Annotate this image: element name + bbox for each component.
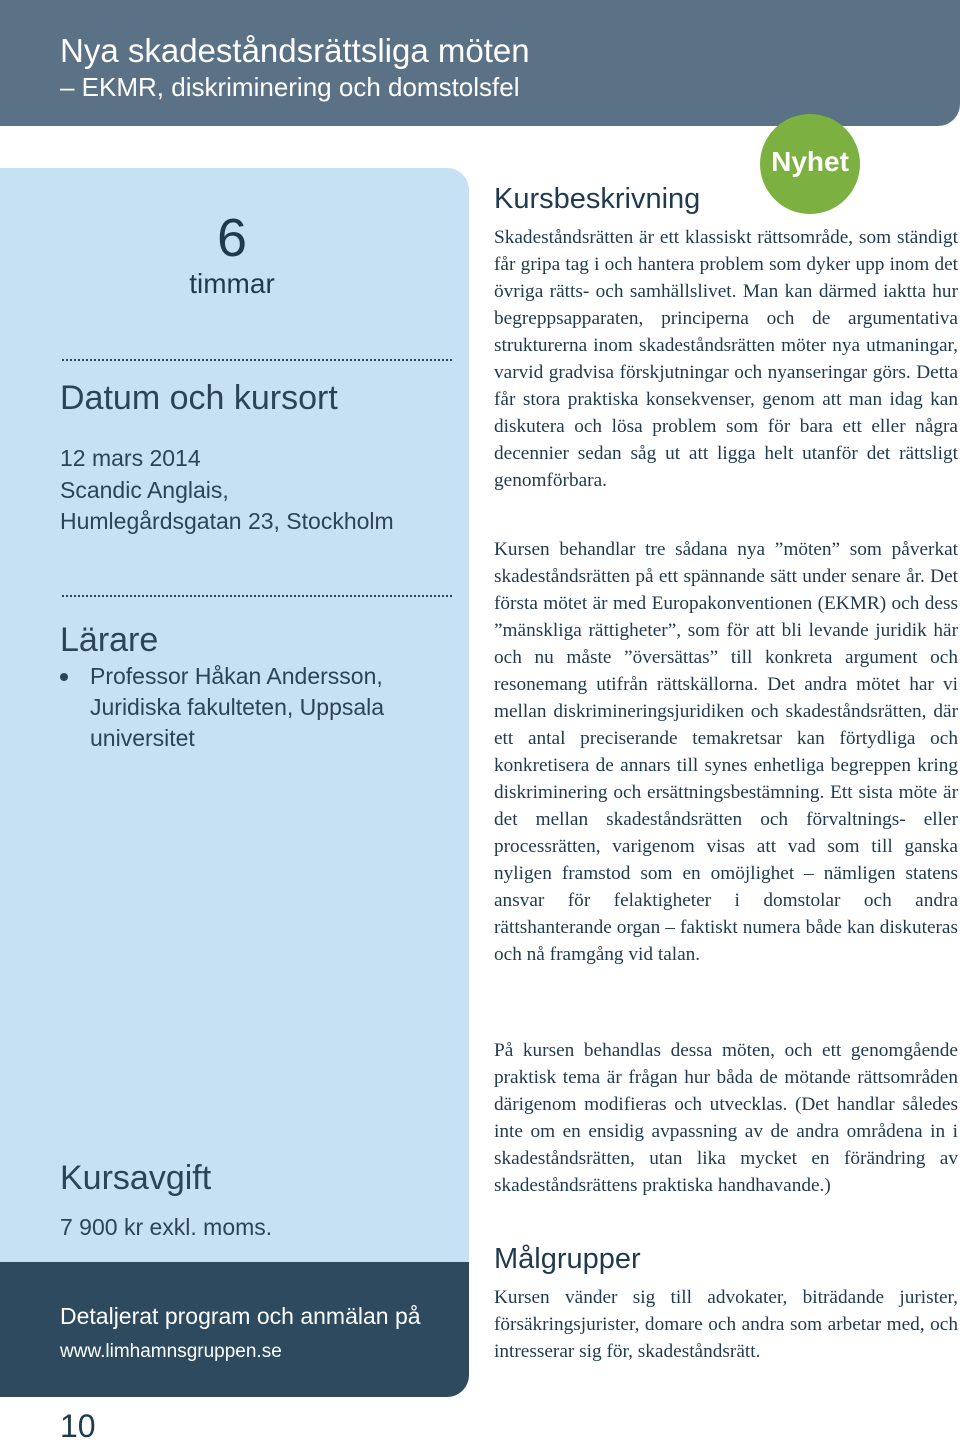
page-title: Nya skadeståndsrättsliga möten xyxy=(60,32,530,69)
course-hours-unit: timmar xyxy=(189,268,275,299)
page-header xyxy=(0,0,960,126)
registration-link[interactable]: www.limhamnsgruppen.se xyxy=(60,1341,282,1362)
target-group-heading: Målgrupper xyxy=(494,1243,641,1275)
dotted-divider xyxy=(62,359,452,361)
venue-name: Scandic Anglais, xyxy=(60,477,229,503)
teacher-heading: Lärare xyxy=(60,621,159,659)
page-subtitle: – EKMR, diskriminering och domstolsfel xyxy=(60,72,520,102)
description-paragraph: Kursen behandlar tre sådana nya ”möten” som påverkat skadeståndsrätten på ett spännande sätt under senare år. Det första mötet är med Europakonventionen (EKMR) och dess ”mänskliga rättigheter”, som för att bli levande juridik här och nu måste ”översättas” till konkreta argument och resonemang utifrån rättskällorna. Det andra mötet har vi mellan diskrimineringsjuridiken och skadeståndsrätten, där ett antal preciserande temakretsar kan förtydliga och konkretisera de annars till synes enhetliga begreppen kring diskriminering och ersättningsbestämning. Ett sista möte är det mellan skadeståndsrätten och förvaltnings- eller processrätten, varigenom visas att vad som till ganska nyligen framstod som en omöjlighet – nämligen statens ansvar för felaktigheter i domstolar och andra rättshanterande organ – faktiskt numera både kan diskuteras och nå framgång vid talan. xyxy=(494,539,958,965)
description-paragraph: Skadeståndsrätten är ett klassiskt rättsområde, som ständigt får gripa tag i och hantera problem som dyker upp inom det övriga rätts- och samhällslivet. Man kan därmed iaktta hur begreppsapparaten, principerna och de argumentativa strukturerna inom skadeståndsrätten möter nya utmaningar, varvid gradvisa förskjutningar och nyanseringar görs. Detta får stora praktiska konsekvenser, genom att man idag kan diskutera och lösa problem som för bara ett eller några decennier sedan såg ut att ligga helt utanför det rättsligt genomförbara. xyxy=(494,227,958,491)
course-hours-number: 6 xyxy=(216,208,248,268)
new-badge xyxy=(760,114,860,214)
venue-address: Humlegårdsgatan 23, Stockholm xyxy=(60,508,394,534)
new-badge-label: Nyhet xyxy=(771,146,849,177)
bullet-icon xyxy=(60,673,68,681)
course-date: 12 mars 2014 xyxy=(60,445,201,471)
target-group-paragraph: Kursen vänder sig till advokater, biträdande jurister, försäkringsjurister, domare och andra som arbetar med, och intresserar sig för, skadeståndsrätt. xyxy=(494,1287,958,1362)
registration-box xyxy=(0,1262,469,1397)
description-paragraph: På kursen behandlas dessa möten, och ett genomgående praktisk tema är frågan hur båda de mötande rättsområden därigenom modifieras och utvecklas. (Det handlar således inte om en ensidig avpassning av de andra områdena in i skadeståndsrätten, utan lika mycket en förändring av skadeståndsrättens praktiska handhavande.) xyxy=(494,1040,958,1196)
course-fee: 7 900 kr exkl. moms. xyxy=(60,1214,273,1240)
description-heading: Kursbeskrivning xyxy=(494,183,701,215)
page-number: 10 xyxy=(60,1408,96,1444)
registration-text: Detaljerat program och anmälan på xyxy=(60,1303,421,1329)
dotted-divider xyxy=(62,595,452,597)
date-heading: Datum och kursort xyxy=(60,379,338,417)
fee-heading: Kursavgift xyxy=(60,1159,212,1197)
teacher-item: Professor Håkan Andersson, Juridiska fakulteten, Uppsala universitet xyxy=(90,663,385,751)
